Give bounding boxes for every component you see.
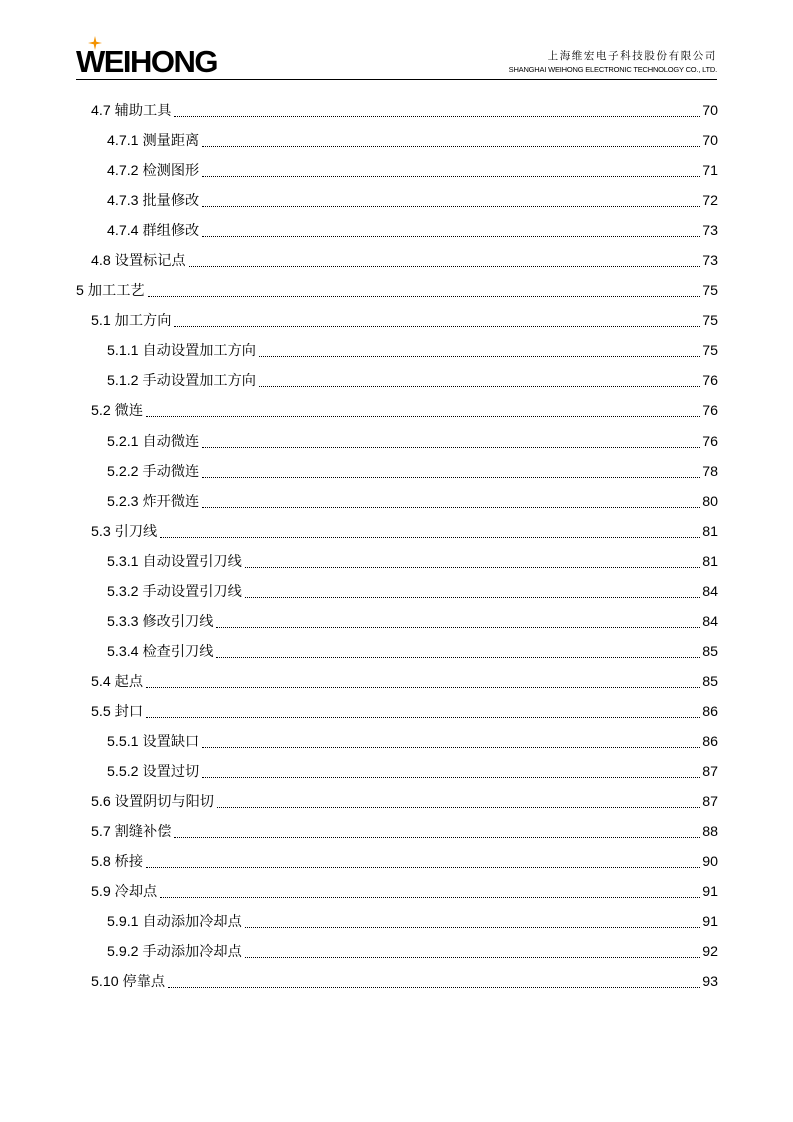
toc-entry-page-number: 70 bbox=[702, 103, 718, 119]
toc-entry-title: 5.4 起点 bbox=[91, 673, 144, 690]
toc-entry-title: 4.8 设置标记点 bbox=[91, 253, 186, 270]
toc-entry-title: 5.9 冷却点 bbox=[91, 884, 158, 901]
toc-entry-page-number: 76 bbox=[702, 403, 718, 420]
toc-dot-leader bbox=[146, 716, 700, 718]
toc-entry-title: 5.5.1 设置缺口 bbox=[107, 733, 200, 750]
toc-dot-leader bbox=[146, 866, 700, 868]
toc-entry-page-number: 80 bbox=[702, 493, 718, 510]
toc-entry-page-number: 76 bbox=[702, 433, 718, 450]
toc-entry[interactable] bbox=[76, 216, 718, 246]
toc-entry-title: 5.1 加工方向 bbox=[91, 313, 172, 330]
toc-entry-title: 5.1.2 手动设置加工方向 bbox=[107, 373, 256, 390]
toc-entry-page-number: 72 bbox=[702, 193, 718, 210]
toc-entry[interactable] bbox=[76, 697, 718, 727]
toc-entry[interactable] bbox=[76, 427, 718, 457]
toc-entry-page-number: 71 bbox=[702, 163, 718, 180]
logo-wordmark: WEIHONG bbox=[76, 44, 218, 79]
toc-entry-page-number: 86 bbox=[702, 703, 718, 720]
toc-entry[interactable] bbox=[76, 577, 718, 607]
toc-entry-title: 4.7 辅助工具 bbox=[91, 103, 172, 119]
toc-entry-page-number: 92 bbox=[702, 944, 718, 961]
toc-entry[interactable] bbox=[76, 877, 718, 907]
weihong-logo bbox=[76, 42, 246, 78]
toc-dot-leader bbox=[202, 476, 700, 478]
toc-entry-title: 5.3.2 手动设置引刀线 bbox=[107, 583, 242, 600]
toc-entry[interactable] bbox=[76, 757, 718, 787]
toc-entry-title: 4.7.2 检测图形 bbox=[107, 163, 200, 180]
toc-entry-page-number: 81 bbox=[702, 523, 718, 540]
toc-entry[interactable] bbox=[76, 847, 718, 877]
toc-entry-title: 5.10 停靠点 bbox=[91, 974, 166, 991]
toc-dot-leader bbox=[146, 415, 700, 417]
toc-entry[interactable] bbox=[76, 637, 718, 667]
toc-entry-title: 5.2 微连 bbox=[91, 403, 144, 420]
toc-entry-title: 5.7 割缝补偿 bbox=[91, 824, 172, 841]
company-name-cn: 上海维宏电子科技股份有限公司 bbox=[547, 50, 717, 62]
toc-entry[interactable] bbox=[76, 817, 718, 847]
toc-dot-leader bbox=[160, 896, 700, 898]
toc-entry-title: 5.3.3 修改引刀线 bbox=[107, 613, 214, 630]
toc-entry-page-number: 75 bbox=[702, 313, 718, 330]
toc-entry[interactable] bbox=[76, 366, 718, 396]
toc-entry-page-number: 91 bbox=[702, 884, 718, 901]
toc-entry-title: 4.7.3 批量修改 bbox=[107, 193, 200, 210]
toc-entry-page-number: 87 bbox=[702, 764, 718, 781]
toc-entry[interactable] bbox=[76, 156, 718, 186]
toc-entry[interactable] bbox=[76, 126, 718, 156]
header-divider bbox=[76, 79, 717, 80]
toc-dot-leader bbox=[189, 265, 701, 267]
toc-entry-title: 5.3.1 自动设置引刀线 bbox=[107, 553, 242, 570]
toc-dot-leader bbox=[245, 596, 700, 598]
toc-entry[interactable] bbox=[76, 517, 718, 547]
toc-entry-page-number: 70 bbox=[702, 133, 718, 150]
toc-entry-page-number: 84 bbox=[702, 583, 718, 600]
toc-dot-leader bbox=[174, 836, 700, 838]
toc-dot-leader bbox=[160, 536, 700, 538]
toc-entry-title: 5.9.1 自动添加冷却点 bbox=[107, 914, 242, 931]
toc-entry[interactable] bbox=[76, 607, 718, 637]
toc-entry[interactable] bbox=[76, 96, 718, 126]
toc-entry-title: 5 加工工艺 bbox=[76, 283, 145, 300]
toc-entry-title: 5.5.2 设置过切 bbox=[107, 764, 200, 781]
toc-entry[interactable] bbox=[76, 907, 718, 937]
toc-entry-page-number: 86 bbox=[702, 733, 718, 750]
toc-entry-page-number: 85 bbox=[702, 643, 718, 660]
toc-dot-leader bbox=[168, 986, 700, 988]
toc-entry-page-number: 75 bbox=[702, 343, 718, 360]
toc-dot-leader bbox=[259, 355, 700, 357]
toc-entry[interactable] bbox=[76, 937, 718, 967]
toc-dot-leader bbox=[148, 295, 701, 297]
toc-entry[interactable] bbox=[76, 306, 718, 336]
toc-entry-title: 5.2.1 自动微连 bbox=[107, 433, 200, 450]
toc-entry-page-number: 76 bbox=[702, 373, 718, 390]
toc-entry[interactable] bbox=[76, 457, 718, 487]
toc-entry[interactable] bbox=[76, 246, 718, 276]
toc-dot-leader bbox=[259, 385, 700, 387]
toc-entry[interactable] bbox=[76, 967, 718, 997]
toc-dot-leader bbox=[202, 235, 700, 237]
toc-entry[interactable] bbox=[76, 396, 718, 426]
toc-dot-leader bbox=[202, 145, 700, 147]
toc-entry[interactable] bbox=[76, 667, 718, 697]
toc-entry-title: 5.8 桥接 bbox=[91, 854, 144, 871]
toc-entry[interactable] bbox=[76, 547, 718, 577]
toc-entry-page-number: 84 bbox=[702, 613, 718, 630]
toc-entry-page-number: 73 bbox=[702, 223, 718, 240]
toc-dot-leader bbox=[202, 746, 700, 748]
toc-entry[interactable] bbox=[76, 276, 718, 306]
toc-dot-leader bbox=[202, 205, 700, 207]
toc-entry-page-number: 93 bbox=[702, 974, 718, 991]
toc-entry-title: 5.6 设置阴切与阳切 bbox=[91, 794, 214, 811]
toc-entry-title: 4.7.4 群组修改 bbox=[107, 223, 200, 240]
toc-entry-page-number: 73 bbox=[702, 253, 718, 270]
toc-dot-leader bbox=[202, 776, 700, 778]
toc-entry-title: 5.2.2 手动微连 bbox=[107, 463, 200, 480]
toc-dot-leader bbox=[202, 506, 700, 508]
toc-entry-title: 4.7.1 测量距离 bbox=[107, 133, 200, 150]
toc-entry-title: 5.3.4 检查引刀线 bbox=[107, 643, 214, 660]
toc-dot-leader bbox=[202, 175, 700, 177]
toc-dot-leader bbox=[245, 956, 700, 958]
toc-entry-title: 5.9.2 手动添加冷却点 bbox=[107, 944, 242, 961]
toc-entry-title: 5.5 封口 bbox=[91, 703, 144, 720]
toc-entry[interactable] bbox=[76, 727, 718, 757]
toc-entry-title: 5.3 引刀线 bbox=[91, 523, 158, 540]
toc-entry-page-number: 81 bbox=[702, 553, 718, 570]
toc-entry-page-number: 75 bbox=[702, 283, 718, 300]
toc-entry-page-number: 78 bbox=[702, 463, 718, 480]
toc-entry-page-number: 91 bbox=[702, 914, 718, 931]
toc-entry-page-number: 88 bbox=[702, 824, 718, 841]
toc-entry-page-number: 87 bbox=[702, 794, 718, 811]
toc-dot-leader bbox=[146, 686, 700, 688]
toc-entry-title: 5.2.3 炸开微连 bbox=[107, 493, 200, 510]
toc-dot-leader bbox=[174, 115, 700, 117]
toc-entry[interactable] bbox=[76, 186, 718, 216]
toc-dot-leader bbox=[245, 926, 700, 928]
toc-entry-page-number: 90 bbox=[702, 854, 718, 871]
toc-entry[interactable] bbox=[76, 787, 718, 817]
toc-entry-page-number: 85 bbox=[702, 673, 718, 690]
toc-dot-leader bbox=[202, 446, 700, 448]
toc-dot-leader bbox=[216, 656, 700, 658]
company-name-en: SHANGHAI WEIHONG ELECTRONIC TECHNOLOGY CO., LTD. bbox=[508, 65, 717, 74]
toc-entry-title: 5.1.1 自动设置加工方向 bbox=[107, 343, 256, 360]
toc-dot-leader bbox=[217, 806, 700, 808]
table-of-contents bbox=[76, 96, 718, 997]
toc-entry[interactable] bbox=[76, 487, 718, 517]
page-header bbox=[76, 36, 717, 80]
toc-dot-leader bbox=[174, 325, 700, 327]
toc-dot-leader bbox=[245, 566, 700, 568]
toc-dot-leader bbox=[216, 626, 700, 628]
toc-entry[interactable] bbox=[76, 336, 718, 366]
